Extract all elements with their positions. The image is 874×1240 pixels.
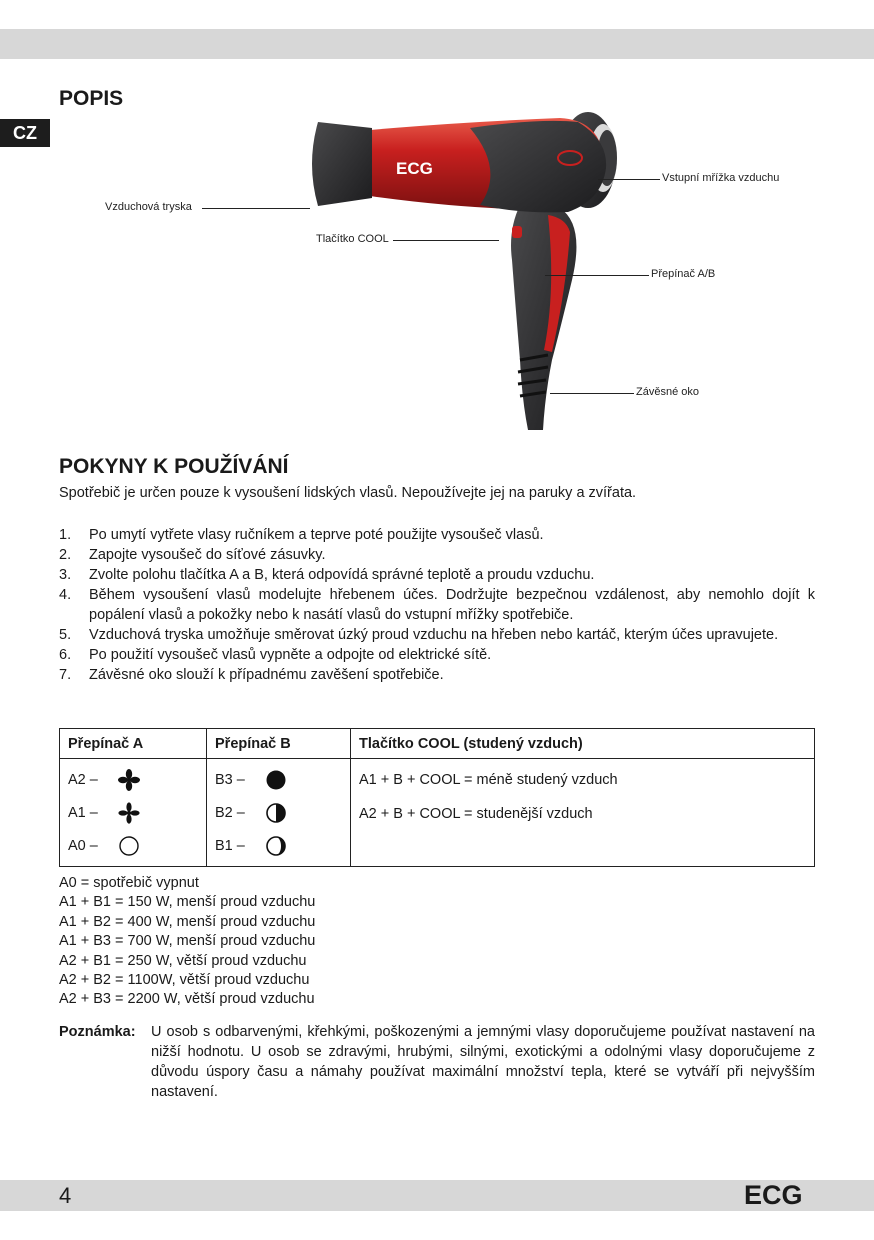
hair-dryer-image [0, 110, 874, 440]
power-line: A0 = spotřebič vypnut [59, 875, 199, 891]
mode-b2: B2 – [215, 796, 342, 829]
mode-b1: B1 – [215, 829, 342, 862]
switch-b-cell [207, 759, 351, 867]
hair-dryer-figure [0, 110, 874, 440]
cool-row-2: A2 + B + COOL = studenější vzduch [359, 806, 593, 822]
power-line: A2 + B1 = 250 W, větší proud vzduchu [59, 952, 307, 969]
page-number: 4 [59, 1183, 72, 1208]
list-item: 2. Zapojte vysoušeč do síťové zásuvky. [59, 547, 326, 563]
heat-full-icon [265, 769, 287, 791]
language-tab: CZ [0, 119, 50, 147]
table-row [60, 759, 815, 867]
mode-a0: A0 – [68, 829, 198, 862]
callout-switch-ab: Přepínač A/B [651, 268, 716, 280]
settings-table [59, 728, 815, 867]
power-line: A1 + B1 = 150 W, menší proud vzduchu [59, 894, 316, 911]
mode-b3: B3 – [215, 763, 342, 796]
header-cool: Tlačítko COOL (studený vzduch) [351, 729, 815, 759]
header-switch-a: Přepínač A [60, 729, 207, 759]
heat-half-icon [265, 802, 287, 824]
heat-low-icon [265, 835, 287, 857]
bottom-bar [0, 1180, 874, 1211]
callout-hanging-loop: Závěsné oko [636, 386, 699, 398]
callout-line-cool-button [393, 240, 499, 241]
header-switch-b: Přepínač B [207, 729, 351, 759]
callout-air-inlet: Vstupní mřížka vzduchu [662, 172, 780, 184]
mode-a2: A2 – [68, 763, 198, 796]
power-line: A2 + B2 = 1100W, větší proud vzduchu [59, 972, 310, 989]
note-block [59, 1022, 815, 1102]
cool-cell [351, 759, 815, 867]
callout-line-air-inlet [598, 179, 660, 180]
power-list [59, 874, 315, 1010]
switch-a-cell [60, 759, 207, 867]
fan-low-icon [118, 802, 140, 824]
list-item: 5. Vzduchová tryska umožňuje směrovat úzký proud vzduchu na hřeben nebo kartáč, kterým účes upravujete. [59, 627, 779, 643]
note-label: Poznámka: [59, 1024, 136, 1040]
section-title-pokyny: POKYNY K POUŽÍVÁNÍ [59, 455, 289, 478]
callout-cool-button: Tlačítko COOL [316, 233, 389, 245]
off-circle-icon [118, 835, 140, 857]
mode-a1: A1 – [68, 796, 198, 829]
callout-line-air-nozzle [202, 208, 310, 209]
table-header-row [60, 729, 815, 759]
power-line: A2 + B3 = 2200 W, větší proud vzduchu [59, 991, 315, 1008]
dryer-logo: ECG [396, 159, 433, 178]
callout-line-switch-ab [545, 275, 649, 276]
list-item: 7. Závěsné oko slouží k případnému zavěšení spotřebiče. [59, 667, 444, 683]
power-line: A1 + B2 = 400 W, menší proud vzduchu [59, 913, 316, 930]
callout-line-hanging-loop [550, 393, 634, 394]
section-title-popis: POPIS [59, 87, 124, 110]
list-item: 4. Během vysoušení vlasů modelujte hřebenem účes. Dodržujte bezpečnou vzdálenost, aby nemohlo dojít k popálení vlasů a pokožky nebo k nasátí vlasů do vstupní mřížky spotřebiče. [59, 587, 815, 623]
intro-text: Spotřebič je určen pouze k vysoušení lidských vlasů. Nepoužívejte jej na paruky a zvířata. [59, 485, 637, 501]
callout-air-nozzle: Vzduchová tryska [105, 201, 192, 213]
cool-row-1: A1 + B + COOL = méně studený vzduch [359, 772, 618, 788]
instruction-list [59, 525, 815, 685]
list-item: 3. Zvolte polohu tlačítka A a B, která odpovídá správné teplotě a proudu vzduchu. [59, 567, 595, 583]
list-item: 6. Po použití vysoušeč vlasů vypněte a odpojte od elektrické sítě. [59, 647, 492, 663]
power-line: A1 + B3 = 700 W, menší proud vzduchu [59, 933, 316, 950]
note-text: U osob s odbarvenými, křehkými, poškozenými a jemnými vlasy doporučujeme používat nastavení na nižší hodnotu. U osob se zdravými, hrubými, silnými, exotickými a odolnými vlasy doporučujeme z důvodu úspory času a námahy používat maximální množství tepla, které se vytváří při nejvyšším nastavení. [151, 1024, 815, 1100]
brand-logo: ECG [744, 1180, 803, 1210]
top-bar [0, 29, 874, 59]
fan-high-icon [118, 769, 140, 791]
list-item: 1. Po umytí vytřete vlasy ručníkem a teprve poté použijte vysoušeč vlasů. [59, 527, 544, 543]
